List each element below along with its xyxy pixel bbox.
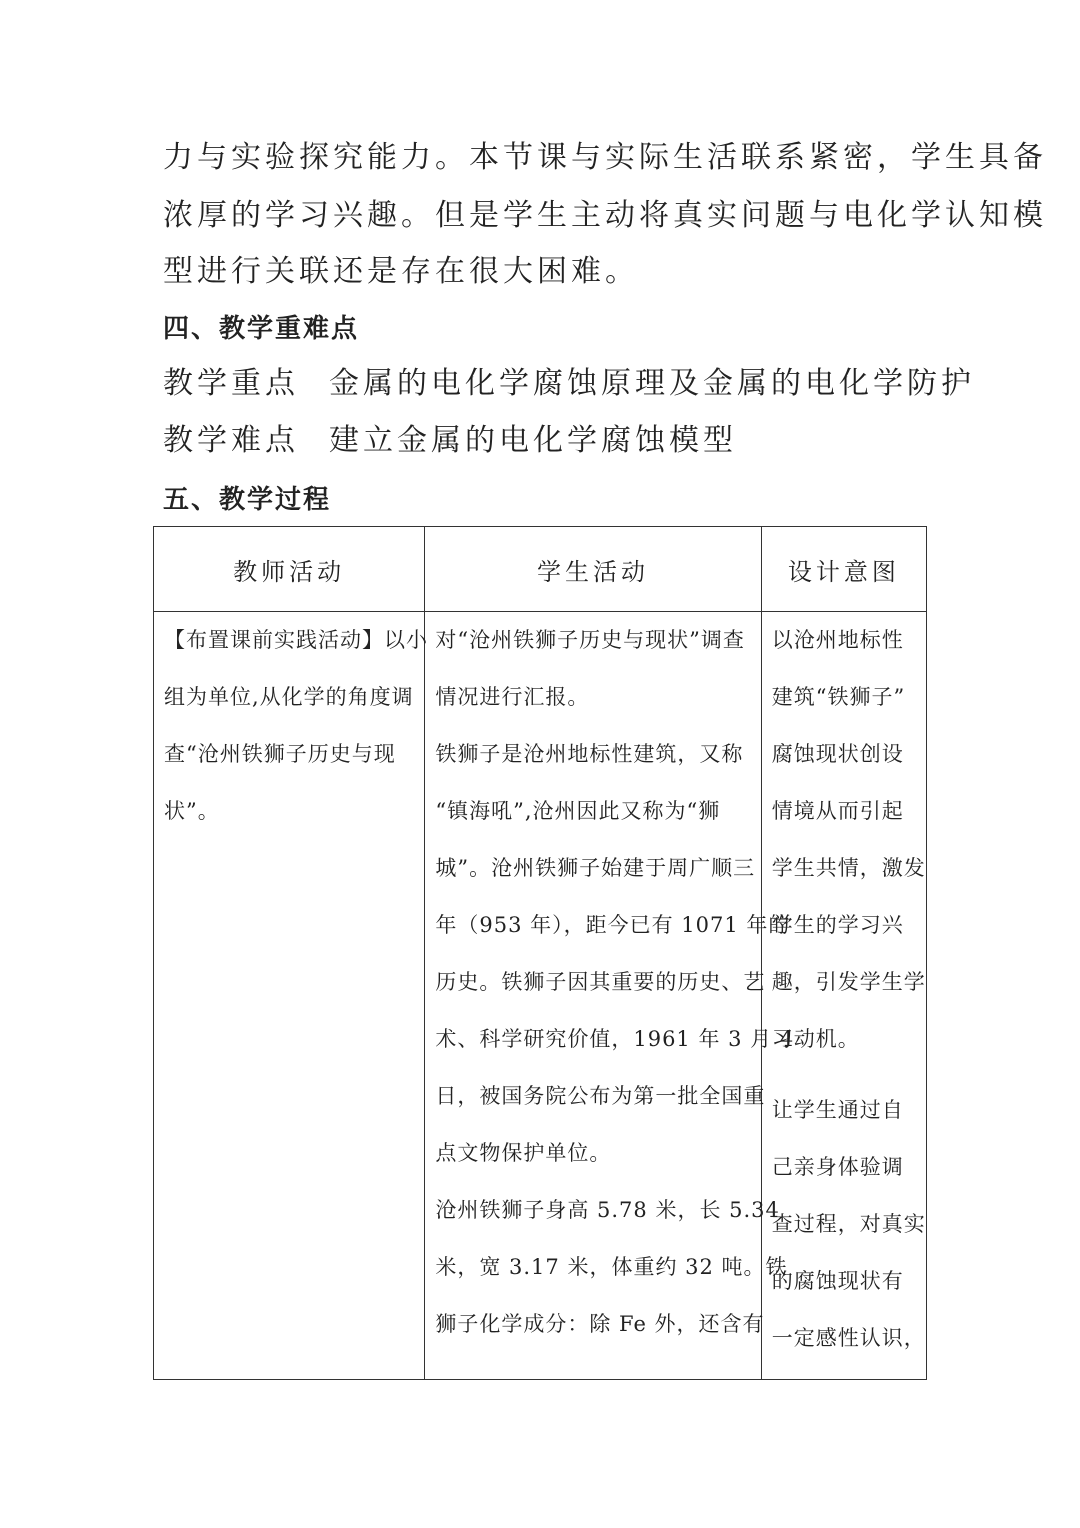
student-line: 情况进行汇报。 [435, 685, 590, 709]
intro-line-2: 浓厚的学习兴趣。但是学生主动将真实问题与电化学认知模 [163, 198, 1047, 233]
teacher-line: 查“沧州铁狮子历史与现 [164, 742, 396, 766]
table-row [154, 612, 927, 1380]
student-line: 术、科学研究价值，1961 年 3 月 4 [435, 1027, 795, 1051]
intent-line: 以沧州地标性 [771, 628, 904, 652]
student-line: 年（953 年），距今已有 1071 年的 [435, 913, 791, 937]
table-header-row [154, 527, 927, 612]
student-activity-cell [425, 612, 795, 1380]
intro-line-1: 力与实验探究能力。本节课与实际生活联系紧密，学生具备 [163, 140, 1047, 175]
intent-line: 的腐蚀现状有 [771, 1269, 904, 1293]
intent-line: 学生的学习兴 [771, 913, 904, 937]
intent-line: 习动机。 [771, 1027, 860, 1051]
student-line: 沧州铁狮子身高 5.78 米，长 5.34 [435, 1198, 780, 1222]
difficulty-row [163, 421, 737, 461]
difficulty-label: 教学难点 [163, 423, 299, 458]
student-line: 日，被国务院公布为第一批全国重 [435, 1084, 766, 1108]
intent-line: 查过程，对真实 [771, 1212, 926, 1236]
section-5-heading: 五、教学过程 [163, 485, 332, 515]
intent-line: 己亲身体验调 [771, 1155, 904, 1179]
intent-line: 建筑“铁狮子” [771, 685, 906, 709]
difficulty-value: 建立金属的电化学腐蚀模型 [329, 423, 737, 458]
teacher-line: 状”。 [164, 799, 220, 823]
student-line: 铁狮子是沧州地标性建筑，又称 [435, 742, 744, 766]
teacher-line: 组为单位,从化学的角度调 [164, 685, 414, 709]
teacher-line: 【布置课前实践活动】以小 [164, 628, 428, 652]
teaching-process-table [153, 526, 927, 1380]
student-line: 对“沧州铁狮子历史与现状”调查 [435, 628, 745, 652]
header-design-intent: 设计意图 [761, 527, 926, 612]
intent-line: 学生共情，激发 [771, 856, 926, 880]
intent-line: 一定感性认识， [771, 1326, 926, 1350]
intent-line: 腐蚀现状创设 [771, 742, 904, 766]
student-line: 城”。沧州铁狮子始建于周广顺三 [435, 856, 756, 880]
intent-line: 情境从而引起 [771, 799, 904, 823]
header-student-activity: 学生活动 [425, 527, 761, 612]
intent-line: 趣，引发学生学 [771, 970, 926, 994]
student-line: 米，宽 3.17 米，体重约 32 吨。铁 [435, 1255, 788, 1279]
intent-line: 让学生通过自 [771, 1098, 904, 1122]
teacher-activity-cell [154, 612, 428, 1380]
student-line: 狮子化学成分：除 Fe 外，还含有 [435, 1312, 765, 1336]
key-point-label: 教学重点 [163, 366, 299, 401]
design-intent-cell [761, 612, 926, 1380]
key-point-value: 金属的电化学腐蚀原理及金属的电化学防护 [329, 366, 975, 401]
header-teacher-activity: 教师活动 [154, 527, 425, 612]
student-line: 点文物保护单位。 [435, 1141, 612, 1165]
section-4-heading: 四、教学重难点 [163, 314, 360, 344]
student-line: “镇海吼”,沧州因此又称为“狮 [435, 799, 721, 823]
key-point-row [163, 364, 975, 404]
intro-line-3: 型进行关联还是存在很大困难。 [163, 254, 639, 289]
student-line: 历史。铁狮子因其重要的历史、艺 [435, 970, 766, 994]
